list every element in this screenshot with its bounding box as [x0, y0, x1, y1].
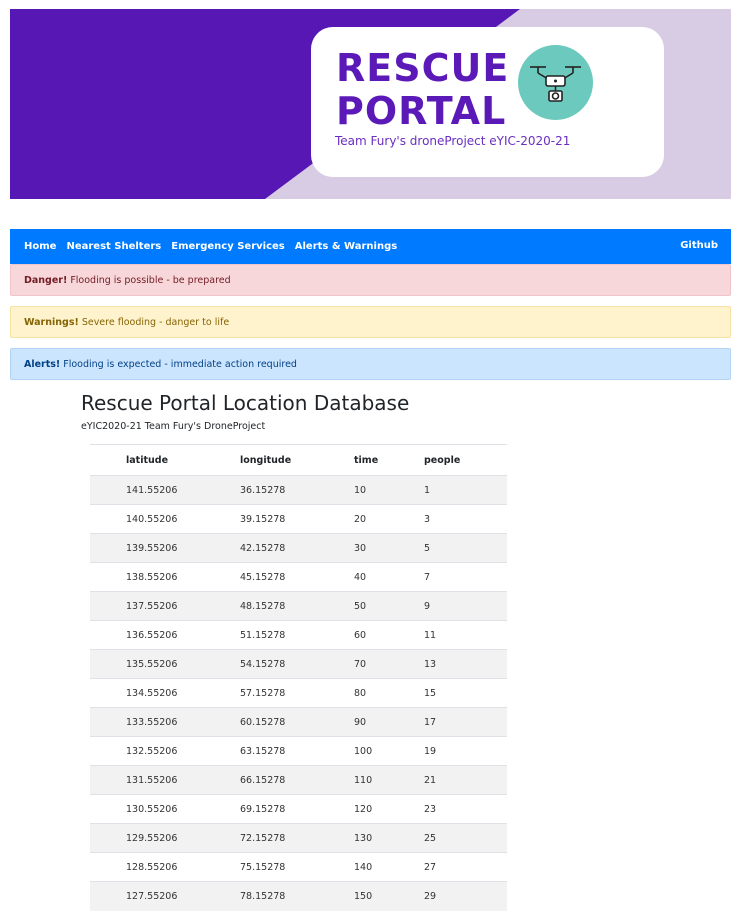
table-row	[90, 708, 507, 737]
alert-info-label: Alerts!	[24, 358, 61, 370]
cell-people: 21	[424, 766, 507, 795]
cell-time: 120	[354, 795, 424, 824]
alert-info-text: Flooding is expected - immediate action required	[63, 358, 297, 370]
table-row	[90, 824, 507, 853]
table-row	[90, 476, 507, 505]
cell-time: 20	[354, 505, 424, 534]
nav-nearest-shelters[interactable]: Nearest Shelters	[66, 241, 162, 252]
table-row	[90, 853, 507, 882]
cell-people: 27	[424, 853, 507, 882]
cell-time: 100	[354, 737, 424, 766]
cell-latitude: 133.55206	[90, 708, 240, 737]
logo-title-line2: PORTAL	[336, 89, 507, 133]
location-table-container	[90, 444, 507, 911]
cell-longitude: 60.15278	[240, 708, 354, 737]
cell-people: 11	[424, 621, 507, 650]
cell-people: 7	[424, 563, 507, 592]
table-row	[90, 505, 507, 534]
alert-danger-text: Flooding is possible - be prepared	[70, 274, 231, 286]
cell-people: 3	[424, 505, 507, 534]
logo-subtitle: Team Fury's droneProject eYIC-2020-21	[335, 134, 571, 148]
cell-time: 80	[354, 679, 424, 708]
table-row	[90, 563, 507, 592]
alert-warning-text: Severe flooding - danger to life	[81, 316, 230, 328]
cell-people: 13	[424, 650, 507, 679]
nav-github[interactable]: Github	[680, 240, 718, 251]
navbar	[10, 229, 731, 264]
cell-time: 90	[354, 708, 424, 737]
header-time: time	[354, 445, 424, 476]
drone-camera-icon	[518, 45, 593, 120]
cell-latitude: 135.55206	[90, 650, 240, 679]
cell-latitude: 131.55206	[90, 766, 240, 795]
alert-warning-label: Warnings!	[24, 316, 79, 328]
cell-latitude: 141.55206	[90, 476, 240, 505]
table-body	[90, 476, 507, 911]
cell-longitude: 51.15278	[240, 621, 354, 650]
cell-longitude: 78.15278	[240, 882, 354, 911]
nav-emergency-services[interactable]: Emergency Services	[171, 241, 285, 252]
cell-latitude: 136.55206	[90, 621, 240, 650]
cell-latitude: 137.55206	[90, 592, 240, 621]
cell-people: 19	[424, 737, 507, 766]
cell-people: 5	[424, 534, 507, 563]
cell-longitude: 48.15278	[240, 592, 354, 621]
cell-longitude: 36.15278	[240, 476, 354, 505]
cell-longitude: 54.15278	[240, 650, 354, 679]
table-header-row	[90, 445, 507, 476]
cell-latitude: 127.55206	[90, 882, 240, 911]
cell-longitude: 57.15278	[240, 679, 354, 708]
table-row	[90, 592, 507, 621]
alert-danger	[10, 264, 731, 296]
cell-longitude: 69.15278	[240, 795, 354, 824]
table-row	[90, 766, 507, 795]
cell-time: 40	[354, 563, 424, 592]
cell-latitude: 129.55206	[90, 824, 240, 853]
cell-people: 25	[424, 824, 507, 853]
cell-longitude: 66.15278	[240, 766, 354, 795]
header-banner	[10, 9, 731, 199]
nav-home[interactable]: Home	[24, 241, 57, 252]
alert-danger-label: Danger!	[24, 274, 68, 286]
table-row	[90, 737, 507, 766]
table-row	[90, 650, 507, 679]
nav-alerts-warnings[interactable]: Alerts & Warnings	[294, 241, 398, 252]
cell-latitude: 134.55206	[90, 679, 240, 708]
cell-time: 110	[354, 766, 424, 795]
table-row	[90, 679, 507, 708]
table-row	[90, 795, 507, 824]
page-subtitle: eYIC2020-21 Team Fury's DroneProject	[81, 421, 266, 432]
cell-longitude: 42.15278	[240, 534, 354, 563]
cell-time: 150	[354, 882, 424, 911]
logo-card	[311, 27, 664, 177]
header-latitude: latitude	[90, 445, 240, 476]
cell-people: 15	[424, 679, 507, 708]
cell-time: 10	[354, 476, 424, 505]
cell-people: 17	[424, 708, 507, 737]
logo-title-line1: RESCUE	[336, 46, 510, 90]
cell-people: 1	[424, 476, 507, 505]
cell-people: 29	[424, 882, 507, 911]
cell-time: 70	[354, 650, 424, 679]
cell-latitude: 128.55206	[90, 853, 240, 882]
cell-time: 50	[354, 592, 424, 621]
cell-people: 9	[424, 592, 507, 621]
cell-longitude: 75.15278	[240, 853, 354, 882]
table-row	[90, 534, 507, 563]
header-people: people	[424, 445, 507, 476]
cell-longitude: 72.15278	[240, 824, 354, 853]
cell-longitude: 39.15278	[240, 505, 354, 534]
page-title: Rescue Portal Location Database	[81, 391, 410, 415]
cell-time: 140	[354, 853, 424, 882]
cell-latitude: 130.55206	[90, 795, 240, 824]
alert-warning	[10, 306, 731, 338]
alert-info	[10, 348, 731, 380]
cell-people: 23	[424, 795, 507, 824]
cell-time: 30	[354, 534, 424, 563]
location-table	[90, 444, 507, 911]
table-row	[90, 882, 507, 911]
cell-longitude: 63.15278	[240, 737, 354, 766]
cell-longitude: 45.15278	[240, 563, 354, 592]
header-longitude: longitude	[240, 445, 354, 476]
cell-latitude: 139.55206	[90, 534, 240, 563]
cell-latitude: 140.55206	[90, 505, 240, 534]
cell-latitude: 138.55206	[90, 563, 240, 592]
cell-time: 60	[354, 621, 424, 650]
cell-time: 130	[354, 824, 424, 853]
table-row	[90, 621, 507, 650]
cell-latitude: 132.55206	[90, 737, 240, 766]
